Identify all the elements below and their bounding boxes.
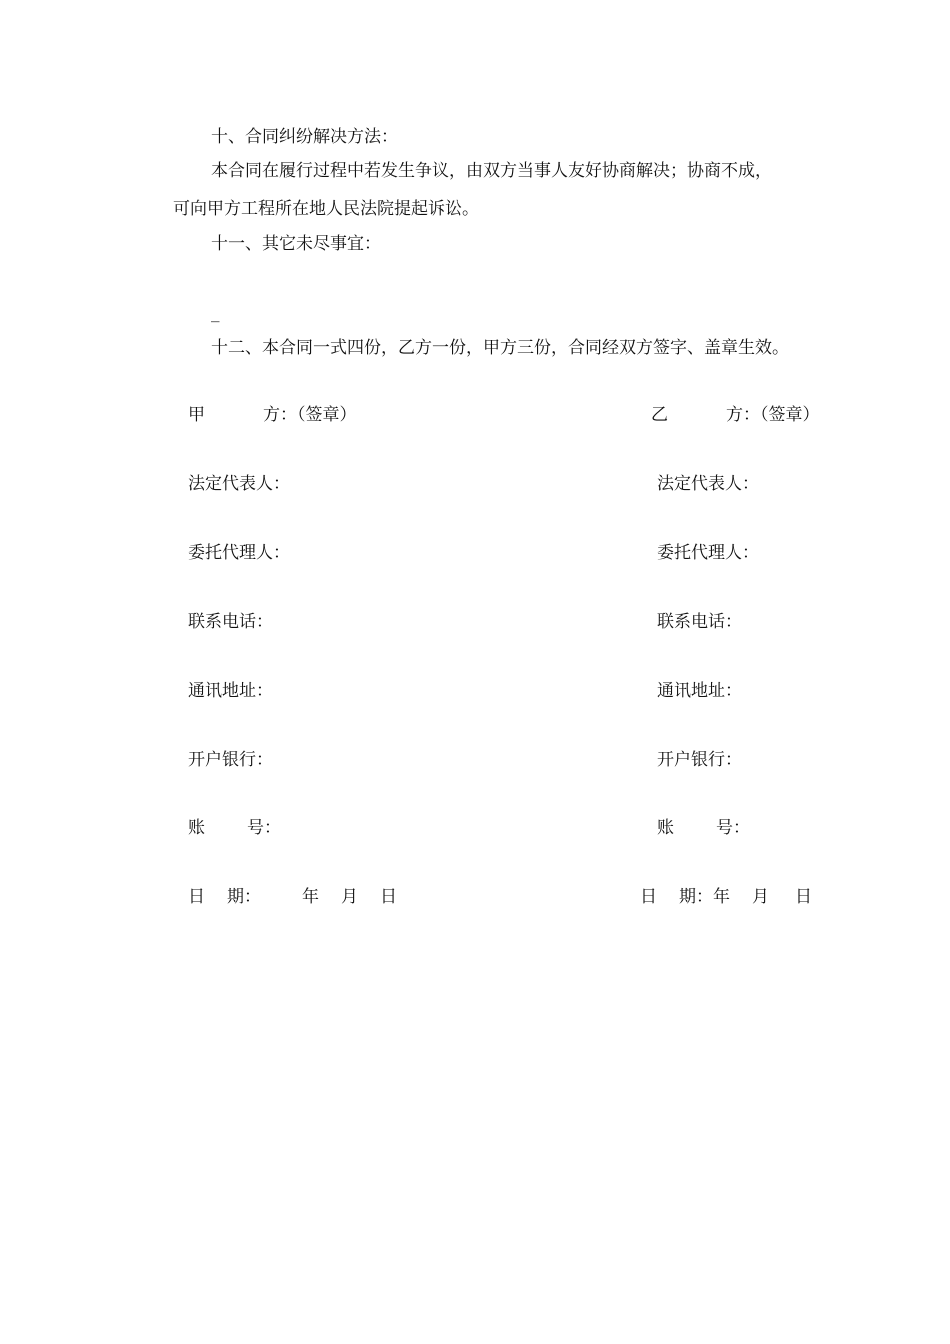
party-a-label-first: 甲 [188, 405, 205, 425]
party-a-date-year: 年 [302, 887, 319, 907]
party-b-date-year: 年 [713, 887, 730, 907]
party-b-label-first: 乙 [651, 405, 668, 425]
party-a-phone: 联系电话： [188, 612, 273, 632]
clause-11-blank: _ [211, 303, 220, 323]
party-b-date-day: 日 [795, 887, 812, 907]
party-b-label-second: 方：（签章） [726, 405, 820, 425]
party-a-agent: 委托代理人： [188, 543, 290, 563]
party-b-phone: 联系电话： [657, 612, 742, 632]
party-a-date [188, 886, 397, 908]
party-a-account-first: 账 [188, 818, 205, 838]
clause-12-text: 十二、本合同一式四份，乙方一份，甲方三份，合同经双方签字、盖章生效。 [211, 338, 789, 358]
party-b-date-second: 期： [679, 887, 713, 907]
party-a-legal-rep: 法定代表人： [188, 474, 290, 494]
clause-10-heading: 十、合同纠纷解决方法： [211, 127, 398, 147]
clause-10-body-line-2: 可向甲方工程所在地人民法院提起诉讼。 [173, 199, 479, 219]
party-b-label [651, 404, 820, 426]
party-a-label [188, 404, 357, 426]
party-b-date [640, 886, 812, 908]
party-b-legal-rep: 法定代表人： [657, 474, 759, 494]
party-b-account-first: 账 [657, 818, 674, 838]
party-b-account [657, 817, 750, 839]
party-a-bank: 开户银行： [188, 750, 273, 770]
party-a-account-second: 号： [247, 818, 281, 838]
party-a-date-first: 日 [188, 887, 205, 907]
party-b-agent: 委托代理人： [657, 543, 759, 563]
party-a-date-second: 期： [227, 887, 261, 907]
party-a-date-month: 月 [341, 887, 358, 907]
party-a-address: 通讯地址： [188, 681, 273, 701]
party-b-account-second: 号： [716, 818, 750, 838]
party-a-account [188, 817, 281, 839]
party-b-bank: 开户银行： [657, 750, 742, 770]
party-a-date-day: 日 [380, 887, 397, 907]
clause-10-body-line-1: 本合同在履行过程中若发生争议，由双方当事人友好协商解决；协商不成， [211, 161, 772, 181]
party-b-address: 通讯地址： [657, 681, 742, 701]
clause-11-heading: 十一、其它未尽事宜： [211, 234, 381, 254]
party-b-date-first: 日 [640, 887, 657, 907]
party-b-date-month: 月 [752, 887, 769, 907]
party-a-label-second: 方：（签章） [263, 405, 357, 425]
